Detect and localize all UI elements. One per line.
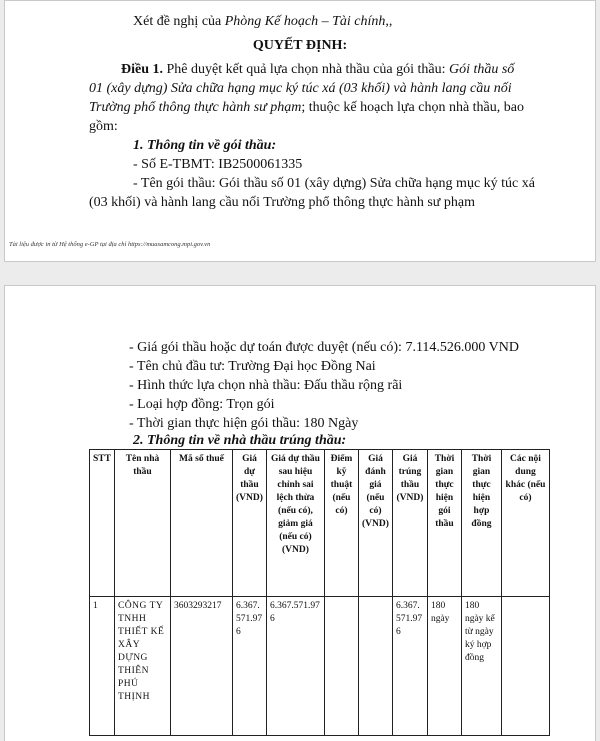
cell-package-time: 180 ngày [427,597,461,736]
selection-method-line: - Hình thức lựa chọn nhà thầu: Đấu thầu rộng rãi [129,378,403,393]
decision-title: QUYẾT ĐỊNH: [252,38,348,53]
header-adjusted-price: Giá dự thầu sau hiệu chỉnh sai lệch thừa (nếu có), giảm giá (nếu có) (VND) [266,450,324,597]
proposal-department: Phòng Kế hoạch – Tài chính [224,14,386,29]
cell-tech-score [324,597,358,736]
article1-line1 [121,61,514,79]
header-bid-price: Giá dự thầu (VND) [232,450,266,597]
proposal-prefix: Xét đề nghị của [133,14,225,29]
article1-line3-text: ; thuộc kế hoạch lựa chọn nhà thầu, bao [301,100,524,115]
contract-type-line: - Loại hợp đồng: Trọn gói [129,397,275,412]
cell-bidder-name: CÔNG TY TNHH THIẾT KẾ XÂY DỰNG THIÊN PHÚ THỊNH [114,597,170,736]
table-row [90,597,550,736]
article1-label: Điều 1. [121,62,163,77]
package-price-line: - Giá gói thầu hoặc dự toán được duyệt (nếu có): 7.114.526.000 VND [129,340,519,355]
owner-line: - Tên chủ đầu tư: Trường Đại học Đồng Nai [129,359,376,374]
article1-text: Phê duyệt kết quả lựa chọn nhà thầu của gói thầu: [163,62,449,77]
document-page-1 [4,0,596,262]
article1-package-emph: Gói thầu số [448,62,515,77]
package-name-line2: (03 khối) và hành lang cầu nối Trường phổ thông thực hành sư phạm [89,195,475,210]
article1-line2: 01 (xây dựng) Sửa chữa hạng mục ký túc xá (03 khối) và hành lang cầu nối [89,81,512,96]
proposal-suffix: ,, [385,14,393,29]
header-contract-time: Thời gian thực hiện hợp đồng [461,450,501,597]
section2-heading: 2. Thông tin về nhà thầu trúng thầu: [133,433,347,448]
article1-school-emph: Trường phổ thông thực hành sư phạm [89,100,302,115]
cell-adjusted-price: 6.367.571.976 [266,597,324,736]
header-tax-code: Mã số thuế [170,450,232,597]
header-bidder-name: Tên nhà thầu [114,450,170,597]
duration-line: - Thời gian thực hiện gói thầu: 180 Ngày [129,416,359,431]
header-tech-score: Điểm kỹ thuật (nếu có) [324,450,358,597]
cell-tax-code: 3603293217 [170,597,232,736]
cell-other [501,597,549,736]
section1-heading: 1. Thông tin về gói thầu: [133,138,277,153]
ebmt-number: - Số E-TBMT: IB2500061335 [133,157,303,172]
proposal-line [133,13,392,31]
header-stt: STT [90,450,115,597]
article1-line3 [89,99,524,117]
footer-note: Tài liệu được in từ Hệ thống e-GP tại địa chỉ https://muasamcong.mpi.gov.vn [9,241,211,248]
article1-line4: gồm: [89,119,118,134]
cell-eval-price [358,597,392,736]
winning-bidder-table [89,449,550,736]
table-header-row [90,450,550,597]
package-name-line1: - Tên gói thầu: Gói thầu số 01 (xây dựng) Sửa chữa hạng mục ký túc xá [133,176,535,191]
header-package-time: Thời gian thực hiện gói thầu [427,450,461,597]
cell-award-price: 6.367.571.976 [392,597,427,736]
header-award-price: Giá trúng thầu (VND) [392,450,427,597]
header-eval-price: Giá đánh giá (nếu có) (VND) [358,450,392,597]
document-page-2 [4,285,596,741]
cell-bid-price: 6.367.571.976 [232,597,266,736]
cell-stt: 1 [90,597,115,736]
cell-contract-time: 180 ngày kể từ ngày ký hợp đồng [461,597,501,736]
header-other: Các nội dung khác (nếu có) [501,450,549,597]
